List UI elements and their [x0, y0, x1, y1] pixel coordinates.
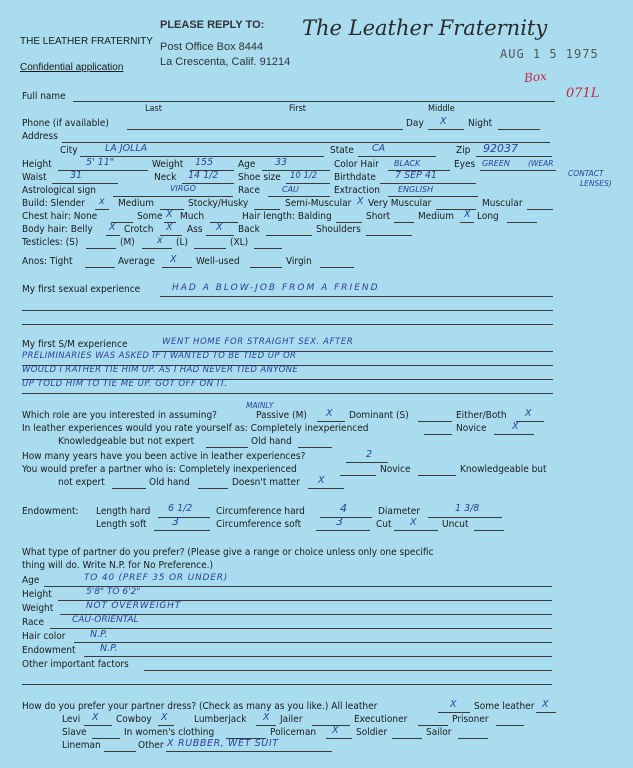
dominant-label: Dominant (S) [349, 410, 409, 421]
prefer-partner-question: You would prefer a partner who is: Completely inexperienced [22, 464, 297, 475]
build-medium-label: Medium [118, 198, 154, 209]
height-value: 5' 11" [86, 157, 115, 168]
pref-endowment-line[interactable] [84, 656, 552, 657]
length-soft-line[interactable] [154, 530, 210, 531]
levi-label: Levi [62, 714, 81, 725]
circ-hard-label: Circumference hard [216, 506, 305, 517]
age-value: 33 [275, 157, 288, 168]
birthdate-value: 7 SEP 41 [395, 170, 437, 181]
dominant-line[interactable] [418, 421, 452, 422]
city-address-line: La Crescenta, Calif. 91214 [160, 56, 291, 68]
extraction-label: Extraction [334, 185, 380, 196]
eyes-note-2: CONTACT [568, 169, 604, 178]
slender-line[interactable] [95, 209, 109, 210]
prefer-not-expert-line[interactable] [112, 488, 146, 489]
neck-label: Neck [154, 172, 177, 183]
height-label: Height [22, 159, 52, 170]
pref-other-line-2[interactable] [22, 684, 552, 685]
womens-clothing-label: In women's clothing [124, 727, 215, 738]
city-value: LA JOLLA [105, 143, 148, 154]
slender-mark: x [99, 196, 105, 207]
ass-line[interactable] [206, 235, 234, 236]
first-sm-answer-2: PRELIMINARIES WAS ASKED IF I WANTED TO BE TIED UP OR [22, 351, 297, 361]
ass-mark: X [216, 222, 223, 233]
other-label: Other [138, 740, 164, 751]
jailer-label: Jailer [280, 714, 303, 725]
prefer-old-hand-label: Old hand [149, 477, 190, 488]
some-leather-line[interactable] [536, 712, 556, 713]
astro-line[interactable] [113, 196, 233, 197]
shoulders-line[interactable] [366, 235, 412, 236]
rate-knowledgeable-line[interactable] [206, 447, 248, 448]
circ-hard-value: 4 [340, 502, 347, 515]
lumberjack-label: Lumberjack [194, 714, 247, 725]
diameter-label: Diameter [378, 506, 421, 517]
years-value: 2 [366, 449, 373, 460]
testicles-l-label: (L) [176, 237, 189, 248]
circ-soft-line[interactable] [316, 530, 370, 531]
stocky-label: Stocky/Husky [188, 198, 249, 209]
eyes-note-3: LENSES) [580, 179, 612, 188]
shoe-size-label: Shoe size [238, 172, 281, 183]
short-line[interactable] [394, 222, 414, 223]
chest-hair-label: Chest hair: None [22, 211, 98, 222]
pref-race-value: CAU-ORIENTAL [72, 615, 139, 625]
chest-some-label: Some [137, 211, 163, 222]
circ-hard-line[interactable] [320, 517, 372, 518]
muscular-line[interactable] [527, 209, 553, 210]
lineman-line[interactable] [104, 751, 136, 752]
soldier-line[interactable] [392, 738, 422, 739]
uncut-line[interactable] [474, 530, 504, 531]
some-leather-mark: X [542, 699, 549, 710]
slave-line[interactable] [92, 738, 120, 739]
state-label: State [330, 145, 354, 156]
rate-novice-mark: X [512, 421, 519, 432]
sailor-label: Sailor [426, 727, 452, 738]
well-used-label: Well-used [196, 256, 240, 267]
rate-novice-label: Novice [456, 423, 487, 434]
all-leather-line[interactable] [438, 712, 470, 713]
length-hard-line[interactable] [158, 517, 210, 518]
box-code-bottom: 071L [566, 86, 600, 101]
cut-line[interactable] [394, 530, 438, 531]
race-value: CAU [282, 185, 299, 194]
first-sm-answer-4: UP TOLD HIM TO TIE ME UP. GOT OFF ON IT. [22, 379, 228, 389]
testicles-m-line[interactable] [142, 248, 172, 249]
testicles-l-line[interactable] [194, 248, 226, 249]
belly-line[interactable] [106, 235, 120, 236]
role-question: Which role are you interested in assuming? [22, 410, 217, 421]
length-soft-label: Length soft [96, 519, 147, 530]
endowment-label: Endowment: [22, 506, 79, 517]
well-used-line[interactable] [250, 267, 282, 268]
first-sex-line-1[interactable] [160, 296, 553, 297]
age-label: Age [238, 159, 256, 170]
pref-hair-line[interactable] [74, 642, 552, 643]
very-muscular-label: Very Muscular [368, 198, 432, 209]
testicles-s-line[interactable] [86, 248, 116, 249]
night-line[interactable] [498, 129, 540, 130]
first-sex-answer: HAD A BLOW-JOB FROM A FRIEND [172, 283, 380, 293]
phone-line[interactable] [127, 129, 403, 130]
first-sm-answer-1: WENT HOME FOR STRAIGHT SEX. AFTER [162, 337, 354, 347]
ass-label: Ass [187, 224, 203, 235]
back-line[interactable] [266, 235, 312, 236]
zip-value: 92037 [483, 142, 518, 155]
weight-value: 155 [195, 157, 214, 168]
build-label: Build: Slender [22, 198, 85, 209]
birthdate-label: Birthdate [334, 172, 376, 183]
partner-question-2: thing will do. Write N.P. for No Preference.) [22, 560, 214, 571]
testicles-m-mark: x [157, 235, 163, 246]
waist-line[interactable] [52, 183, 118, 184]
date-stamp: AUG 1 5 1975 [500, 47, 599, 61]
doesnt-matter-mark: X [318, 475, 325, 486]
extraction-line[interactable] [388, 196, 478, 197]
cut-mark: X [410, 517, 417, 528]
neck-value: 14 1/2 [188, 170, 219, 181]
eyes-line[interactable] [480, 170, 556, 171]
passive-label: Passive (M) [256, 410, 307, 421]
first-sm-label: My first S/M experience [22, 339, 128, 350]
hair-value: BLACK [394, 159, 421, 168]
confidential-label: Confidential application [20, 62, 124, 73]
extraction-value: ENGLISH [398, 185, 434, 194]
pref-height-value: 5'8" TO 6'2" [86, 587, 141, 597]
testicles-xl-label: (XL) [230, 237, 249, 248]
cut-label: Cut [376, 519, 392, 530]
day-label: Day [406, 118, 424, 129]
lumberjack-line[interactable] [256, 725, 276, 726]
chest-much-label: Much [180, 211, 205, 222]
pref-age-label: Age [22, 575, 40, 586]
testicles-xl-line[interactable] [254, 248, 282, 249]
long-label: Long [477, 211, 499, 222]
passive-line[interactable] [317, 421, 345, 422]
first-sm-answer-3: WOULD I RATHER TIE HIM UP. AS I HAD NEVER TIED ANYONE [22, 365, 299, 375]
passive-mark: X [326, 408, 333, 419]
partner-question-1: What type of partner do you prefer? (Please give a range or choice unless only one specific [22, 547, 434, 558]
executioner-label: Executioner [354, 714, 408, 725]
testicles-label: Testicles: (S) [22, 237, 79, 248]
prefer-not-expert-label: not expert [58, 477, 105, 488]
day-line[interactable] [428, 129, 464, 130]
brand-logo: The Leather Fraternity [302, 16, 548, 40]
pref-age-value: TO 40 (PREF 35 OR UNDER) [84, 573, 229, 583]
executioner-line[interactable] [418, 725, 448, 726]
balding-line[interactable] [336, 222, 362, 223]
anos-label: Anos: Tight [22, 256, 73, 267]
prefer-novice-line[interactable] [418, 475, 456, 476]
medium-line[interactable] [460, 222, 474, 223]
other-line[interactable] [166, 751, 332, 752]
other-value: RUBBER, WET SUIT [178, 738, 279, 749]
either-line[interactable] [516, 421, 544, 422]
phone-label: Phone (if available) [22, 118, 109, 129]
dress-question: How do you prefer your partner dress? (Check as many as you like.) All leather [22, 701, 378, 712]
length-soft-value: 3 [172, 515, 179, 528]
semi-muscular-label: Semi-Muscular [285, 198, 352, 209]
crotch-mark: X [166, 222, 173, 233]
levi-mark: X [92, 712, 99, 723]
doesnt-matter-line[interactable] [308, 488, 344, 489]
muscular-label: Muscular [482, 198, 523, 209]
zip-line[interactable] [476, 156, 552, 157]
medium-mark: X [464, 209, 471, 220]
astro-value: VIRGO [170, 184, 196, 193]
soldier-label: Soldier [356, 727, 388, 738]
other-mark: X [167, 738, 174, 749]
po-box-line: Post Office Box 8444 [160, 41, 264, 53]
pref-hair-label: Hair color [22, 631, 66, 642]
policeman-line[interactable] [326, 738, 352, 739]
middle-label: Middle [428, 104, 455, 114]
all-leather-mark: X [450, 699, 457, 710]
chest-much-line[interactable] [210, 222, 238, 223]
first-sex-label: My first sexual experience [22, 284, 141, 295]
length-hard-label: Length hard [96, 506, 151, 517]
crotch-label: Crotch [124, 224, 154, 235]
uncut-label: Uncut [442, 519, 469, 530]
city-label: City [60, 145, 78, 156]
rate-knowledgeable-label: Knowledgeable but not expert [58, 436, 195, 447]
box-code-top: Box [523, 68, 548, 86]
diameter-value: 1 3/8 [455, 503, 480, 514]
first-sm-line-4[interactable] [22, 393, 553, 394]
first-sex-line-3[interactable] [22, 324, 553, 325]
hair-length-label: Hair length: Balding [242, 211, 332, 222]
pref-endowment-value: N.P. [100, 643, 118, 654]
zip-label: Zip [456, 145, 471, 156]
pref-other-line-1[interactable] [144, 670, 552, 671]
cowboy-mark: X [161, 712, 168, 723]
prefer-old-hand-line[interactable] [198, 488, 228, 489]
cowboy-label: Cowboy [116, 714, 152, 725]
full-name-label: Full name [22, 91, 66, 102]
lineman-label: Lineman [62, 740, 101, 751]
pref-height-label: Height [22, 589, 52, 600]
long-line[interactable] [507, 222, 537, 223]
circ-soft-label: Circumference soft [216, 519, 302, 530]
color-hair-label: Color Hair [334, 159, 379, 170]
rate-inexperienced-line[interactable] [424, 434, 452, 435]
pref-other-label: Other important factors [22, 659, 129, 670]
reply-to-label: PLEASE REPLY TO: [160, 19, 265, 31]
pref-endowment-label: Endowment [22, 645, 76, 656]
day-mark: X [440, 116, 447, 127]
eyes-value: GREEN [482, 159, 510, 168]
average-line[interactable] [162, 267, 192, 268]
diameter-line[interactable] [428, 517, 502, 518]
astro-label: Astrological sign [22, 185, 96, 196]
crotch-line[interactable] [160, 235, 182, 236]
eyes-note-1: (WEAR [528, 159, 554, 168]
pref-weight-label: Weight [22, 603, 54, 614]
body-hair-label: Body hair: Belly [22, 224, 93, 235]
waist-value: 31 [70, 170, 83, 181]
lumberjack-mark: X [263, 712, 270, 723]
belly-mark: X [109, 222, 116, 233]
shoulders-label: Shoulders [316, 224, 361, 235]
doesnt-matter-label: Doesn't matter [232, 477, 300, 488]
first-label: First [289, 104, 306, 114]
rate-old-hand-line[interactable] [298, 447, 332, 448]
full-name-line[interactable] [73, 101, 555, 102]
state-line[interactable] [358, 156, 436, 157]
state-value: CA [372, 143, 386, 154]
rate-question: In leather experiences would you rate yourself as: Completely inexperienced [22, 423, 369, 434]
rate-novice-line[interactable] [494, 434, 534, 435]
anos-tight-line[interactable] [85, 267, 115, 268]
virgin-label: Virgin [286, 256, 312, 267]
rate-old-hand-label: Old hand [251, 436, 292, 447]
prefer-novice-label: Novice [380, 464, 411, 475]
prisoner-label: Prisoner [452, 714, 489, 725]
prefer-knowledgeable-label: Knowledgeable but [460, 464, 547, 475]
eyes-label: Eyes [454, 159, 476, 170]
years-question: How many years have you been active in leather experiences? [22, 451, 306, 462]
prefer-inexperienced-line[interactable] [340, 475, 376, 476]
night-label: Night [468, 118, 493, 129]
chest-much-mark: X [166, 209, 173, 220]
weight-label: Weight [152, 159, 184, 170]
length-hard-value: 6 1/2 [168, 503, 193, 514]
race-label: Race [238, 185, 261, 196]
either-label: Either/Both [456, 410, 507, 421]
some-leather-label: Some leather [474, 701, 535, 712]
pref-hair-value: N.P. [90, 629, 108, 640]
back-label: Back [238, 224, 260, 235]
slave-label: Slave [62, 727, 87, 738]
jailer-line[interactable] [312, 725, 350, 726]
pref-race-label: Race [22, 617, 45, 628]
cowboy-line[interactable] [158, 725, 174, 726]
circ-soft-value: 3 [336, 515, 343, 528]
stocky-line[interactable] [254, 209, 280, 210]
policeman-mark: X [332, 725, 339, 736]
average-label: Average [118, 256, 155, 267]
mainly-note: MAINLY [246, 401, 274, 410]
shoe-value: 10 1/2 [290, 171, 318, 181]
average-mark: X [170, 254, 177, 265]
waist-label: Waist [22, 172, 47, 183]
address-label: Address [22, 131, 58, 142]
policeman-label: Policeman [270, 727, 317, 738]
org-name: THE LEATHER FRATERNITY [20, 36, 153, 47]
prisoner-line[interactable] [496, 725, 524, 726]
sailor-line[interactable] [458, 738, 488, 739]
either-mark: X [525, 408, 532, 419]
testicles-m-label: (M) [120, 237, 135, 248]
race-line[interactable] [268, 196, 330, 197]
pref-weight-value: NOT OVERWEIGHT [86, 601, 182, 611]
last-label: Last [145, 104, 162, 114]
pref-race-line[interactable] [50, 628, 552, 629]
levi-line[interactable] [84, 725, 112, 726]
short-label: Short [366, 211, 391, 222]
semi-muscular-mark: X [357, 196, 364, 207]
years-line[interactable] [346, 462, 388, 463]
virgin-line[interactable] [320, 267, 354, 268]
medium-label: Medium [418, 211, 454, 222]
first-sex-line-2[interactable] [22, 310, 553, 311]
